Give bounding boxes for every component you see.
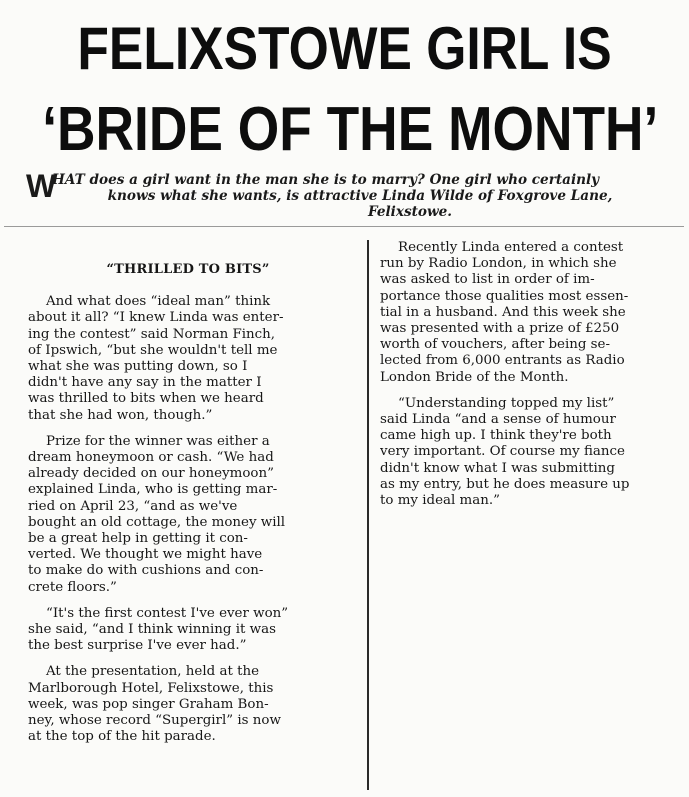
text-line: And what does “ideal man” think	[46, 294, 271, 310]
text-line: At the presentation, held at the	[46, 664, 260, 680]
intro-drop-cap: W	[26, 168, 57, 204]
text-line: explained Linda, who is getting mar-	[28, 482, 278, 498]
headline-line-2: ‘BRIDE OF THE MONTH’	[42, 95, 659, 164]
text-line: Marlborough Hotel, Felixstowe, this	[28, 680, 274, 696]
text-line: very important. Of course my fiance	[380, 444, 625, 460]
text-line: as my entry, but he does measure up	[380, 476, 630, 492]
text-line: that she had won, though.”	[28, 407, 213, 423]
text-line: lected from 6,000 entrants as Radio	[380, 353, 625, 369]
intro-line: knows what she wants, is attractive Linda Wilde of Foxgrove Lane,	[107, 188, 613, 204]
text-line: run by Radio London, in which she	[380, 256, 617, 272]
text-line: tial in a husband. And this week she	[380, 304, 626, 320]
article-paragraph	[28, 664, 348, 745]
text-line: what she was putting down, so I	[28, 359, 248, 375]
text-line: “It's the first contest I've ever won”	[46, 605, 289, 621]
text-line: of Ipswich, “but she wouldn't tell me	[28, 342, 278, 358]
article-paragraph	[28, 606, 348, 655]
text-line: verted. We thought we might have	[28, 547, 263, 563]
crosshead: “THRILLED TO BITS”	[106, 262, 270, 277]
text-line: worth of vouchers, after being se-	[380, 337, 611, 353]
text-line: came high up. I think they're both	[380, 428, 612, 444]
text-line: portance those qualities most essen-	[380, 288, 629, 304]
text-line: was thrilled to bits when we heard	[28, 391, 264, 407]
text-line: London Bride of the Month.	[380, 369, 569, 385]
text-line: bought an old cottage, the money will	[28, 514, 286, 530]
text-line: week, was pop singer Graham Bon-	[28, 696, 269, 712]
text-line: the best surprise I've ever had.”	[28, 638, 247, 654]
article-paragraph	[380, 396, 672, 509]
text-line: already decided on our honeymoon”	[28, 466, 274, 482]
article-paragraph	[28, 294, 348, 424]
text-line: didn't have any say in the matter I	[28, 375, 262, 391]
header-divider	[4, 226, 684, 227]
left-column	[28, 262, 348, 755]
text-line: be a great help in getting it con-	[28, 531, 248, 547]
text-line: ried on April 23, “and as we've	[28, 498, 238, 514]
right-column	[380, 240, 672, 519]
intro-line: Felixstowe.	[367, 204, 453, 220]
text-line: didn't know what I was submitting	[380, 460, 616, 476]
intro-standfirst	[26, 168, 680, 220]
text-line: at the top of the hit parade.	[28, 729, 216, 745]
text-line: crete floors.”	[28, 579, 117, 595]
text-line: ney, whose record “Supergirl” is now	[28, 713, 281, 729]
text-line: ing the contest” said Norman Finch,	[28, 326, 276, 342]
text-line: dream honeymoon or cash. “We had	[28, 450, 274, 466]
text-line: to my ideal man.”	[380, 493, 500, 509]
text-line: about it all? “I knew Linda was enter-	[28, 310, 284, 326]
text-line: was asked to list in order of im-	[380, 272, 595, 288]
text-line: “Understanding topped my list”	[398, 395, 615, 411]
text-line: said Linda “and a sense of humour	[380, 412, 616, 428]
intro-line: HAT does a girl want in the man she is to marry? One girl who certainly	[52, 172, 600, 188]
text-line: Prize for the winner was either a	[46, 433, 270, 449]
text-line: she said, “and I think winning it was	[28, 622, 276, 638]
article-paragraph	[380, 240, 672, 386]
headline-line-1: FELIXSTOWE GIRL IS	[77, 15, 612, 82]
text-line: Recently Linda entered a contest	[398, 240, 624, 255]
column-divider	[367, 240, 369, 790]
text-line: to make do with cushions and con-	[28, 563, 264, 579]
text-line: was presented with a prize of £250	[380, 321, 620, 337]
article-paragraph	[28, 434, 348, 596]
